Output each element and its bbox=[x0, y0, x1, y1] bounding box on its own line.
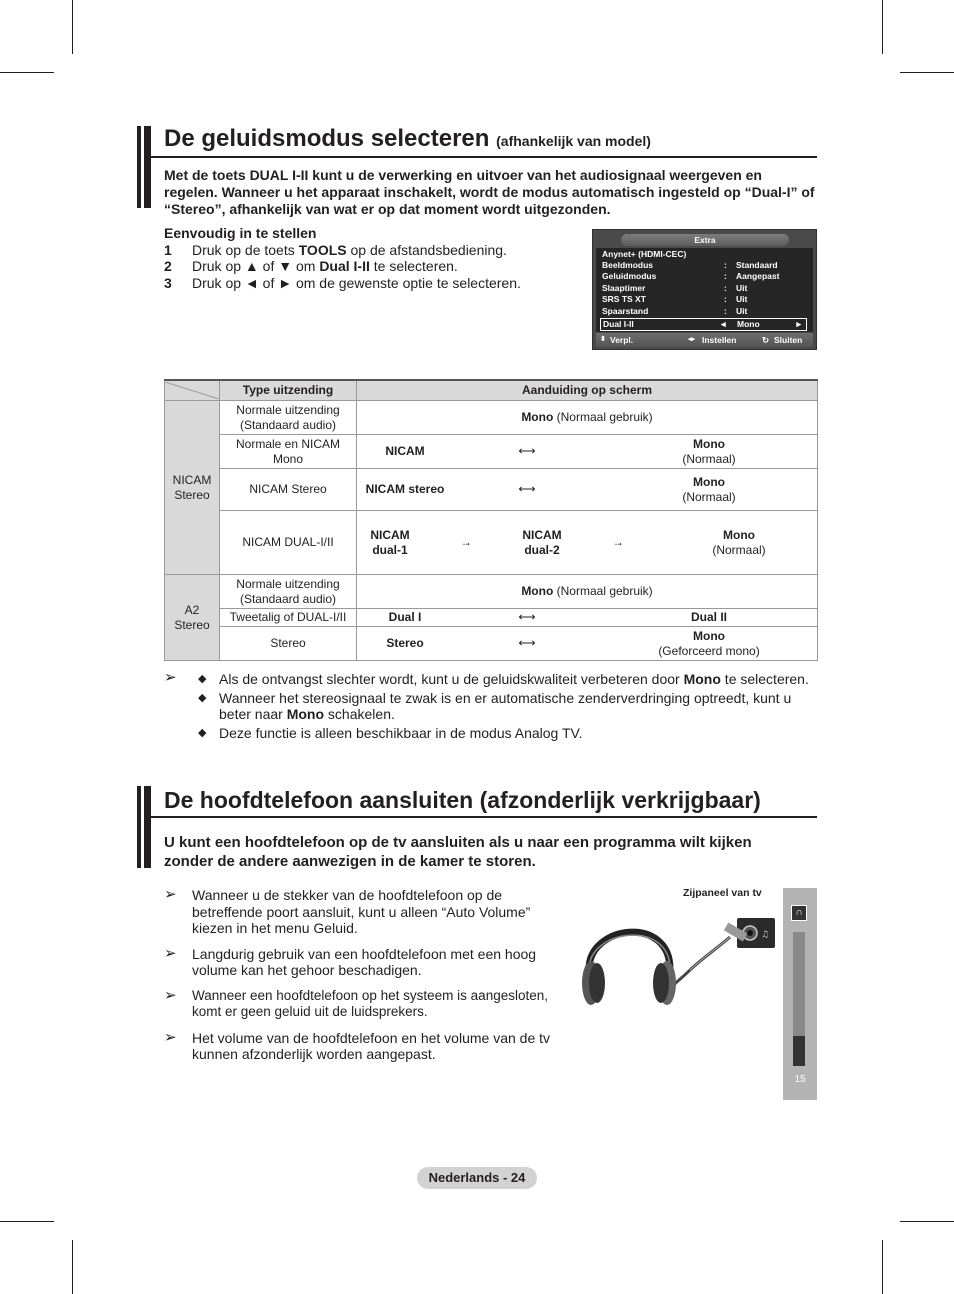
section-marker bbox=[137, 126, 141, 208]
osd-left-arrow: ◄ bbox=[719, 319, 728, 329]
group-nicam-label: NICAM Stereo bbox=[172, 472, 212, 502]
set-icon: ◂▸ bbox=[688, 336, 696, 343]
osd-value: Aangepast bbox=[736, 271, 780, 281]
diamond-bullet-icon: ◆ bbox=[198, 691, 207, 704]
osd-key: Dual I-II bbox=[603, 319, 634, 329]
note-pre: Als de ontvangst slechter wordt, kunt u de geluidskwaliteit verbeteren door bbox=[219, 671, 684, 687]
note-arrow-icon: ➢ bbox=[164, 986, 177, 1004]
row-display bbox=[357, 401, 818, 435]
row-type: Normale uitzending (Standaard audio) bbox=[220, 401, 357, 435]
osd-menu bbox=[592, 229, 817, 350]
osd-footer-set: Instellen bbox=[702, 335, 737, 345]
headphone-icon: ∩ bbox=[791, 905, 807, 921]
table-row bbox=[165, 401, 818, 435]
note-list bbox=[198, 671, 818, 741]
list-item bbox=[164, 988, 559, 1021]
list-item bbox=[164, 1030, 559, 1063]
osd-footer-close: Sluiten bbox=[774, 335, 803, 345]
row-type: Normale uitzending (Standaard audio) bbox=[220, 575, 357, 609]
display-right-text: (Normaal) bbox=[682, 451, 736, 466]
osd-row bbox=[602, 260, 808, 271]
step-number: 1 bbox=[164, 241, 172, 258]
osd-right-arrow: ► bbox=[794, 319, 803, 329]
table-row bbox=[165, 609, 818, 627]
osd-key: SRS TS XT bbox=[602, 294, 646, 304]
crop-mark bbox=[72, 0, 73, 54]
side-tab bbox=[783, 888, 817, 1100]
row-type: NICAM Stereo bbox=[220, 469, 357, 511]
row-display bbox=[357, 469, 818, 511]
title-rule bbox=[151, 816, 817, 818]
row-display bbox=[357, 435, 818, 469]
bidirectional-arrow: ⟷ bbox=[518, 610, 536, 624]
note-post: schakelen. bbox=[324, 706, 395, 722]
display-right-bold: Mono bbox=[693, 628, 725, 643]
arrow-right-icon: → bbox=[612, 535, 624, 549]
section-marker bbox=[144, 126, 151, 208]
osd-colon: : bbox=[724, 271, 727, 281]
broadcast-table bbox=[164, 379, 818, 661]
display-sequence bbox=[360, 629, 814, 659]
list-item bbox=[164, 946, 559, 979]
diagonal-line bbox=[165, 382, 219, 399]
step-number: 2 bbox=[164, 258, 172, 274]
osd-body bbox=[596, 248, 813, 332]
row-display bbox=[357, 609, 818, 627]
osd-row bbox=[602, 294, 808, 305]
row-display bbox=[357, 627, 818, 661]
osd-row-selected[interactable] bbox=[600, 318, 807, 331]
row-display bbox=[357, 511, 818, 575]
steps-list bbox=[164, 225, 574, 291]
step-text bbox=[192, 258, 458, 275]
crop-mark bbox=[882, 0, 883, 54]
panel-label: Zijpaneel van tv bbox=[683, 887, 762, 899]
intro-text: U kunt een hoofdtelefoon op de tv aansluiten als u naar een programma wilt kijken zonder de andere aanwezigen in de kamer te storen. bbox=[164, 834, 752, 870]
row-display bbox=[357, 575, 818, 609]
list-item bbox=[198, 690, 818, 723]
bidirectional-arrow: ⟷ bbox=[518, 444, 536, 458]
section-title bbox=[164, 124, 651, 156]
crop-mark bbox=[0, 1221, 54, 1222]
step-text-pre: Druk op de toets bbox=[192, 241, 299, 258]
note-bold: Mono bbox=[286, 706, 325, 722]
page-footer: Nederlands - 24 bbox=[417, 1167, 537, 1189]
display-right: Dual II bbox=[690, 610, 727, 624]
osd-key: Geluidmodus bbox=[602, 271, 657, 281]
list-item bbox=[198, 671, 818, 688]
display-right bbox=[604, 437, 814, 467]
display-c bbox=[664, 528, 814, 558]
note-text: Wanneer een hoofdtelefoon op het systeem is aangesloten, komt er geen geluid uit de luidsprekers. bbox=[192, 987, 548, 1019]
crop-mark bbox=[900, 1221, 954, 1222]
row-type: Tweetalig of DUAL-I/II bbox=[220, 609, 357, 627]
display-sequence bbox=[360, 528, 814, 558]
display-bold: Mono bbox=[521, 410, 554, 424]
note-text bbox=[219, 690, 818, 723]
osd-row bbox=[602, 271, 808, 282]
table-row bbox=[165, 627, 818, 661]
note-arrow-icon: ➢ bbox=[164, 669, 177, 686]
section-title-text: De geluidsmodus selecteren bbox=[164, 125, 490, 152]
display-rest: (Normaal gebruik) bbox=[553, 410, 653, 424]
list-item bbox=[164, 887, 559, 937]
osd-key: Anynet+ (HDMI-CEC) bbox=[602, 249, 687, 259]
display-left: Dual I bbox=[388, 610, 422, 624]
display-sequence bbox=[360, 437, 814, 467]
table-row bbox=[165, 435, 818, 469]
osd-colon: : bbox=[724, 294, 727, 304]
osd-value: Standaard bbox=[736, 260, 778, 270]
note-arrow-icon: ➢ bbox=[164, 886, 177, 903]
side-tab-bar-fill bbox=[793, 1036, 805, 1066]
group-a2 bbox=[165, 575, 220, 661]
step-number: 3 bbox=[164, 274, 172, 291]
headphone-notes bbox=[164, 887, 559, 1063]
list-item bbox=[198, 725, 818, 742]
display-sequence bbox=[360, 610, 814, 625]
step-text bbox=[192, 242, 507, 259]
move-icon: ⬍ bbox=[600, 336, 606, 343]
osd-key: Spaarstand bbox=[602, 306, 649, 316]
col-header-type: Type uitzending bbox=[220, 380, 357, 401]
intro-text: Met de toets DUAL I-II kunt u de verwerking en uitvoer van het audiosignaal weergeven en regelen. Wanneer u het apparaat inschakelt, wordt de modus automatisch ingesteld op “Dual-I” of “Stereo”, afhankelijk van wat er op dat moment wordt uitgezonden. bbox=[164, 167, 815, 217]
table-row bbox=[165, 469, 818, 511]
display-rest: (Normaal gebruik) bbox=[553, 584, 653, 598]
section-marker bbox=[137, 786, 141, 868]
crop-mark bbox=[0, 72, 54, 73]
step-text-bold: Dual I-II bbox=[319, 258, 370, 274]
note-pre: Deze functie is alleen beschikbaar in de modus Analog TV. bbox=[219, 724, 583, 741]
row-type: Stereo bbox=[220, 627, 357, 661]
crop-mark bbox=[72, 1240, 73, 1294]
bidirectional-arrow: ⟷ bbox=[518, 636, 536, 650]
step-text-bold: TOOLS bbox=[298, 241, 347, 258]
crop-mark bbox=[900, 72, 954, 73]
steps-heading: Eenvoudig in te stellen bbox=[164, 225, 317, 241]
section-title: De hoofdtelefoon aansluiten (afzonderlijk verkrijgbaar) bbox=[164, 787, 761, 813]
osd-title: Extra bbox=[621, 234, 789, 246]
osd-colon: : bbox=[724, 306, 727, 316]
step-text-post: te selecteren. bbox=[369, 258, 458, 274]
osd-row bbox=[602, 306, 808, 317]
display-left: NICAM bbox=[385, 444, 425, 458]
note-bold: Mono bbox=[683, 671, 721, 687]
display-right bbox=[604, 629, 814, 659]
note-arrow-icon: ➢ bbox=[164, 944, 177, 962]
display-sequence bbox=[360, 475, 814, 505]
display-left: Stereo bbox=[386, 636, 424, 650]
col-header-display: Aanduiding op scherm bbox=[357, 380, 818, 401]
note-pre: Wanneer het stereosignaal te zwak is en er automatische zenderverdringing optreedt, kunt u beter naar bbox=[219, 689, 792, 722]
table-row bbox=[165, 511, 818, 575]
note-text: Het volume van de hoofdtelefoon en het volume van de tv kunnen afzonderlijk worden aangepast. bbox=[192, 1029, 551, 1062]
table-corner bbox=[165, 380, 220, 401]
group-nicam bbox=[165, 401, 220, 575]
title-rule bbox=[151, 156, 817, 158]
step-item bbox=[164, 258, 574, 275]
svg-text:♫: ♫ bbox=[761, 930, 770, 940]
arrow-right-icon: → bbox=[460, 535, 472, 549]
display-left: NICAM stereo bbox=[365, 482, 445, 496]
note-post: te selecteren. bbox=[720, 671, 809, 687]
display-right-text: (Normaal) bbox=[682, 489, 736, 504]
diamond-bullet-icon: ◆ bbox=[198, 673, 207, 685]
osd-value: Uit bbox=[736, 294, 748, 304]
return-icon: ↻ bbox=[762, 335, 770, 345]
osd-value: Mono bbox=[737, 319, 760, 329]
row-type: Normale en NICAM Mono bbox=[220, 435, 357, 469]
note-text bbox=[219, 671, 818, 688]
note-text bbox=[219, 725, 818, 742]
osd-footer bbox=[596, 333, 813, 347]
osd-row bbox=[602, 249, 808, 260]
osd-value: Uit bbox=[736, 306, 748, 316]
display-c-bold: Mono bbox=[723, 527, 755, 542]
step-text bbox=[192, 275, 521, 292]
display-right-bold: Mono bbox=[693, 474, 725, 489]
osd-value: Uit bbox=[736, 283, 748, 293]
note-text: Langdurig gebruik van een hoofdtelefoon met een hoog volume kan het gehoor beschadigen. bbox=[192, 945, 537, 978]
step-text-pre: Druk op ▲ of ▼ om bbox=[192, 258, 320, 274]
display-right bbox=[604, 475, 814, 505]
step-text-pre: Druk op ◄ of ► om de gewenste optie te selecteren. bbox=[192, 274, 521, 291]
step-item bbox=[164, 242, 574, 259]
display-c-text: (Normaal) bbox=[712, 542, 766, 557]
group-a2-label: A2 Stereo bbox=[174, 602, 210, 632]
display-b: NICAM dual-2 bbox=[522, 527, 562, 557]
section-title-suffix: (afhankelijk van model) bbox=[496, 133, 651, 149]
display-right-bold: Mono bbox=[693, 436, 725, 451]
osd-key: Beeldmodus bbox=[602, 260, 654, 270]
osd-footer-move: Verpl. bbox=[610, 335, 634, 345]
crop-mark bbox=[882, 1240, 883, 1294]
section-marker bbox=[144, 786, 151, 868]
table-row bbox=[165, 575, 818, 609]
osd-row bbox=[602, 283, 808, 294]
osd-key: Slaaptimer bbox=[602, 283, 646, 293]
display-bold: Mono bbox=[521, 584, 554, 598]
side-tab-number: 15 bbox=[794, 1074, 806, 1085]
note-arrow-icon: ➢ bbox=[164, 1028, 177, 1046]
step-text-post: op de afstandsbediening. bbox=[346, 241, 507, 258]
note-text: Wanneer u de stekker van de hoofdtelefoon op de betreffende poort aansluit, kunt u alleen “Auto Volume” kiezen in het menu Geluid. bbox=[192, 887, 531, 936]
osd-colon: : bbox=[724, 260, 727, 270]
diamond-bullet-icon: ◆ bbox=[198, 726, 207, 739]
row-type: NICAM DUAL-I/II bbox=[220, 511, 357, 575]
step-item bbox=[164, 275, 574, 292]
display-right-text: (Geforceerd mono) bbox=[658, 643, 760, 658]
bidirectional-arrow: ⟷ bbox=[518, 482, 536, 496]
headphone-illustration bbox=[575, 905, 785, 1015]
table-header-row bbox=[165, 380, 818, 401]
osd-colon: : bbox=[724, 283, 727, 293]
display-a: NICAM dual-1 bbox=[370, 527, 410, 557]
